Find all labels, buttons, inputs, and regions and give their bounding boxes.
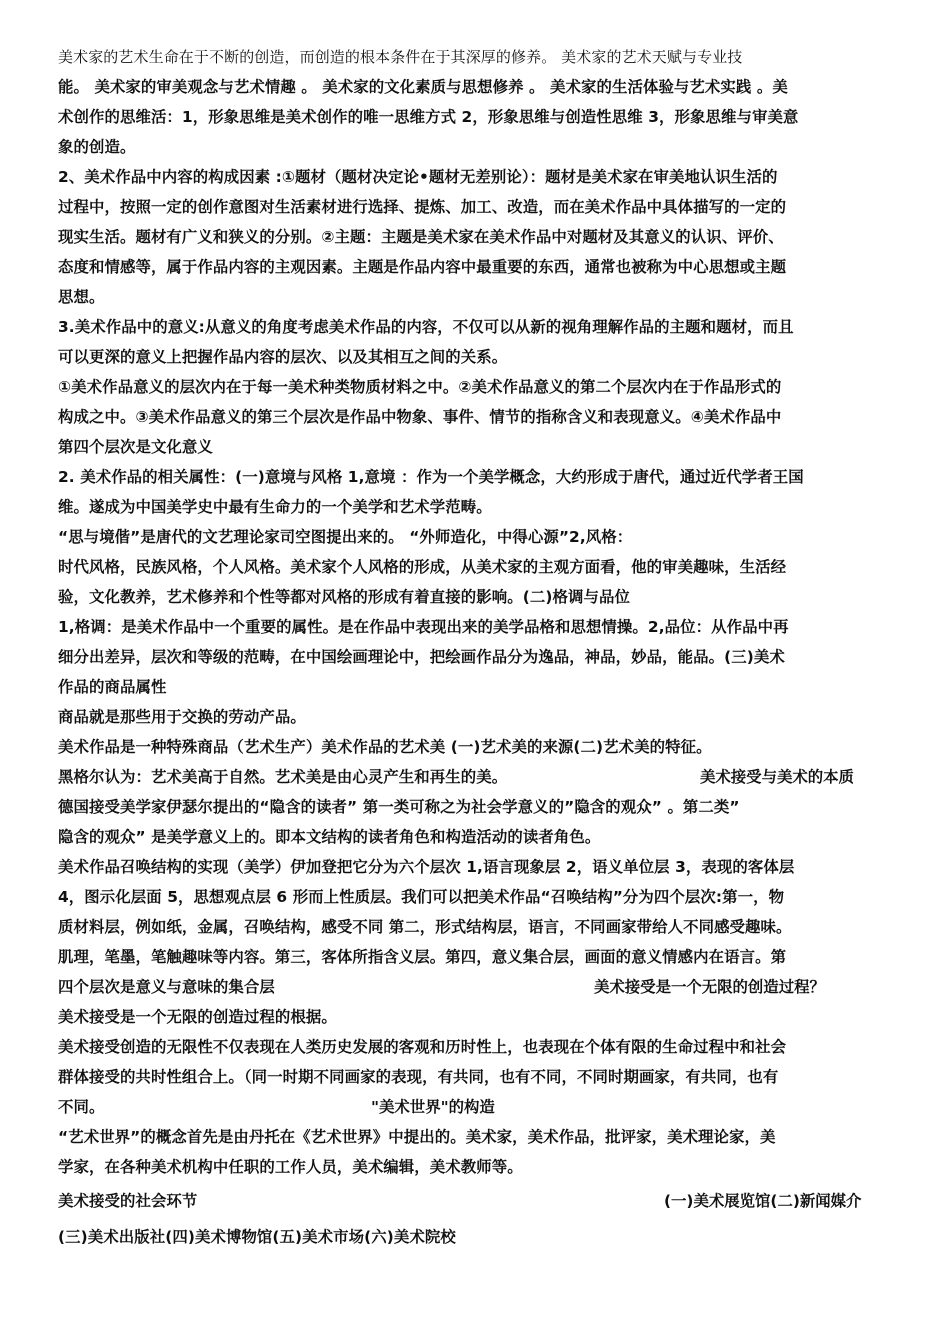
text-line (58, 372, 781, 402)
text-line (58, 1152, 523, 1182)
text-line (58, 612, 789, 642)
right-heading: 美术接受是一个无限的创造过程？ (594, 978, 825, 996)
text-line (58, 252, 786, 282)
line-text: 构成之中。③美术作品意义的第三个层次是作品中物象、事件、情节的指称含义和表现意义。④美术作品中 (58, 408, 782, 426)
line-text: 时代风格，民族风格，个人风格。美术家个人风格的形成，从美术家的主观方面看，他的审美趣味，生活经 (58, 558, 787, 576)
line-text: 黑格尔认为：艺术美高于自然。艺术美是由心灵产生和再生的美。 (58, 768, 508, 786)
line-text: 2、美术作品中内容的构成因素 :①题材（题材决定论•题材无差别论）：题材是美术家在审美地认识生活的 (58, 168, 778, 186)
text-line (58, 942, 786, 972)
text-line (58, 552, 786, 582)
line-text: “思与境偕”是唐代的文艺理论家司空图提出来的。 “外师造化，中得心源”2,风格： (58, 528, 633, 546)
line-text: 四个层次是意义与意味的集合层 (58, 978, 275, 996)
line-text: 美术接受的社会环节 (58, 1192, 198, 1210)
text-line (58, 522, 632, 552)
text-line (58, 1062, 778, 1092)
line-text: 德国接受美学家伊瑟尔提出的“隐含的读者” 第一类可称之为社会学意义的”隐含的观众” 。第二类” (58, 798, 740, 816)
line-text: 第四个层次是文化意义 (58, 438, 213, 456)
text-line (58, 642, 785, 672)
line-text: 可以更深的意义上把握作品内容的层次、以及其相互之间的关系。 (58, 348, 508, 366)
text-line (58, 162, 777, 192)
line-text: 3.美术作品中的意义:从意义的角度考虑美术作品的内容，不仅可以从新的视角理解作品的主题和题材，而且 (58, 318, 794, 336)
line-text: 隐含的观众” 是美学意义上的。即本文结构的读者角色和构造活动的读者角色。 (58, 828, 601, 846)
text-line (58, 672, 166, 702)
line-text: 美术接受是一个无限的创造过程的根据。 (58, 1008, 337, 1026)
right-heading: (一)美术展览馆(二)新闻媒介 (664, 1192, 862, 1210)
text-line (58, 702, 306, 732)
line-text: 术创作的思维活：1，形象思维是美术创作的唯一思维方式 2，形象思维与创造性思维 3，形象思维与审美意 (58, 108, 799, 126)
text-line (58, 282, 104, 312)
line-text: 美术接受创造的无限性不仅表现在人类历史发展的客观和历时性上，也表现在个体有限的生命过程中和社会 (58, 1038, 787, 1056)
line-text: 能。 美术家的审美观念与艺术情趣 。 美术家的文化素质与思想修养 。 美术家的生活体验与艺术实践 。 (58, 78, 773, 96)
text-line (58, 1092, 104, 1122)
text-line (58, 312, 794, 342)
text-line (58, 42, 742, 72)
line-text: 思想。 (58, 288, 105, 306)
text-line (58, 102, 798, 132)
text-line (58, 1002, 337, 1032)
text-line (58, 192, 786, 222)
text-line (58, 132, 135, 162)
line-text: 4，图示化层面 5，思想观点层 6 形而上性质层。我们可以把美术作品“召唤结构”分为四个层次:第一，物 (58, 888, 785, 906)
line-text: 态度和情感等，属于作品内容的主观因素。主题是作品内容中最重要的东西，通常也被称为中心思想或主题 (58, 258, 787, 276)
text-line (58, 492, 492, 522)
right-heading: "美术世界"的构造 (371, 1098, 495, 1116)
text-line (58, 792, 740, 822)
line-text: 质材料层，例如纸，金属，召唤结构，感受不同 第二，形式结构层，语言，不同画家带给人不同感受趣味。 (58, 918, 792, 936)
line-text: “艺术世界”的概念首先是由丹托在《艺术世界》中提出的。美术家，美术作品，批评家，美术理论家，美 (58, 1128, 776, 1146)
text-line (58, 762, 507, 792)
text-line (58, 1222, 456, 1252)
line-text: 商品就是那些用于交换的劳动产品。 (58, 708, 306, 726)
text-line (58, 72, 788, 102)
line-text: ①美术作品意义的层次内在于每一美术种类物质材料之中。②美术作品意义的第二个层次内在于作品形式的 (58, 378, 782, 396)
text-line (58, 432, 213, 462)
line-text: 2. 美术作品的相关属性：(一)意境与风格 1,意境 ：作为一个美学概念，大约形成于唐代，通过近代学者王国 (58, 468, 804, 486)
text-line (58, 1186, 197, 1216)
text-line (58, 822, 600, 852)
line-text: 美术家的艺术生命在于不断的创造，而创造的根本条件在于其深厚的修养。 美术家的艺术天赋与专业技 (58, 48, 743, 66)
text-line (58, 732, 712, 762)
text-line (58, 972, 275, 1002)
line-text: 过程中，按照一定的创作意图对生活素材进行选择、提炼、加工、改造，而在美术作品中具体描写的一定的 (58, 198, 787, 216)
line-text: 细分出差异，层次和等级的范畴，在中国绘画理论中，把绘画作品分为逸品，神品，妙品，能品。(三)美术 (58, 648, 785, 666)
line-text: 现实生活。题材有广义和狭义的分别。②主题：主题是美术家在美术作品中对题材及其意义的认识、评价、 (58, 228, 784, 246)
text-line (58, 582, 630, 612)
line-text: 学家，在各种美术机构中任职的工作人员，美术编辑，美术教师等。 (58, 1158, 523, 1176)
line-text: 群体接受的共时性组合上。（同一时期不同画家的表现，有共同，也有不同，不同时期画家，有共同，也有 (58, 1068, 779, 1086)
line-text: 1,格调：是美术作品中一个重要的属性。是在作品中表现出来的美学品格和思想情操。2,品位：从作品中再 (58, 618, 789, 636)
line-text: 维。遂成为中国美学史中最有生命力的一个美学和艺术学范畴。 (58, 498, 492, 516)
text-line (58, 1032, 786, 1062)
line-text: 不同。 (58, 1098, 105, 1116)
text-line (58, 1122, 776, 1152)
text-line (58, 342, 507, 372)
line-text: 美术作品召唤结构的实现（美学）伊加登把它分为六个层次 1,语言现象层 2，语义单位层 3，表现的客体层 (58, 858, 795, 876)
line-text: 肌理，笔墨，笔触趣味等内容。第三，客体所指含义层。第四，意义集合层，画面的意义情感内在语言。第 (58, 948, 787, 966)
line-text-bold-tail: 美 (772, 78, 788, 96)
line-text: 验，文化教养，艺术修养和个性等都对风格的形成有着直接的影响。(二)格调与品位 (58, 588, 630, 606)
line-text: 美术作品是一种特殊商品（艺术生产）美术作品的艺术美 (一)艺术美的来源(二)艺术美的特征。 (58, 738, 712, 756)
line-text: (三)美术出版社(四)美术博物馆(五)美术市场(六)美术院校 (58, 1228, 456, 1246)
text-line (58, 462, 804, 492)
text-line (58, 402, 781, 432)
line-text: 象的创造。 (58, 138, 136, 156)
line-text: 作品的商品属性 (58, 678, 167, 696)
right-heading: 美术接受与美术的本质 (700, 768, 854, 786)
text-line (58, 852, 794, 882)
text-line (58, 222, 784, 252)
text-line (58, 912, 792, 942)
text-line (58, 882, 784, 912)
